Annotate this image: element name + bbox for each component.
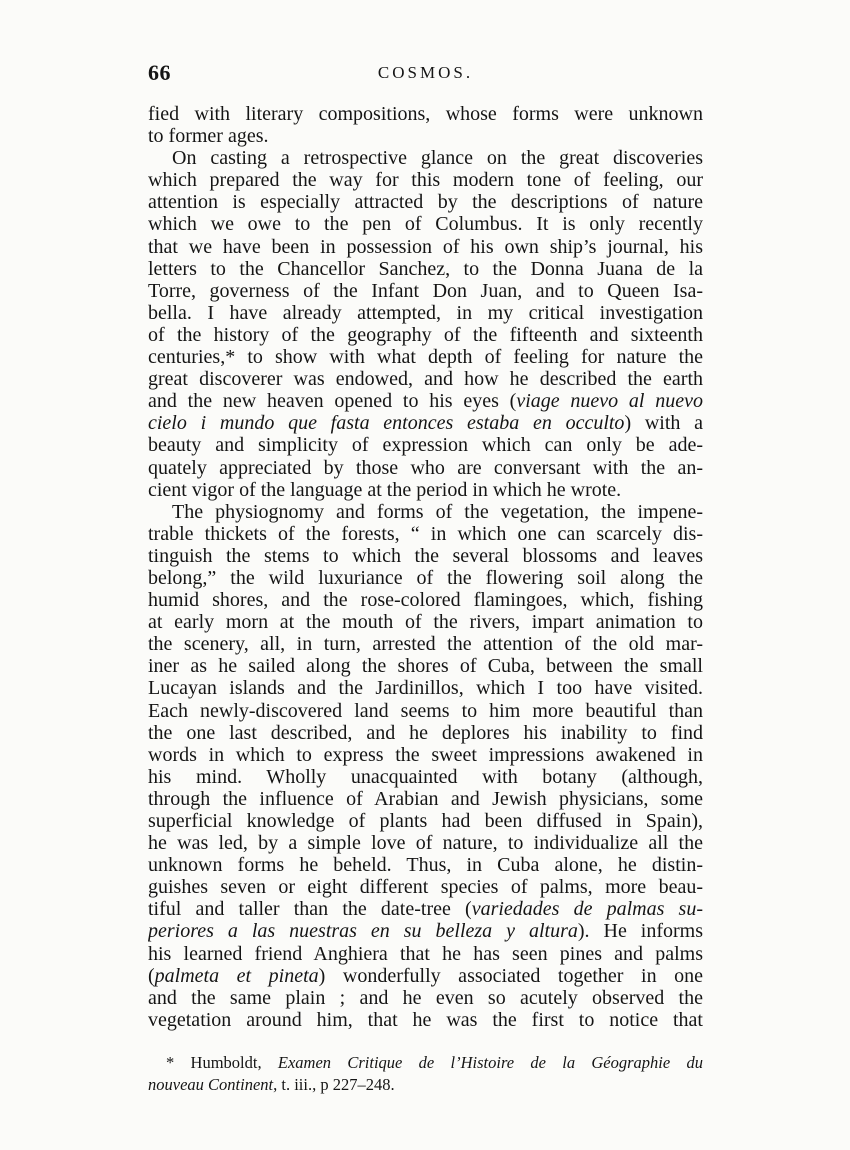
text-segment: * Humboldt, bbox=[166, 1053, 278, 1072]
text-segment: through the influence of Arabian and Jewish physicians, some bbox=[148, 787, 703, 810]
text-segment: ) wonderfully associated together in one bbox=[318, 964, 703, 987]
text-line bbox=[148, 898, 703, 920]
italic-text: periores a las nuestras en su belleza y altura bbox=[148, 920, 578, 943]
italic-text: palmeta et pineta bbox=[154, 964, 319, 987]
text-segment: centuries,* to show with what depth of feeling for nature the bbox=[148, 346, 703, 369]
text-segment: which we owe to the pen of Columbus. It is only recently bbox=[148, 213, 703, 236]
text-line bbox=[148, 611, 703, 633]
text-line bbox=[148, 258, 703, 280]
text-segment: tinguish the stems to which the several blossoms and leaves bbox=[148, 544, 703, 567]
text-segment: On casting a retrospective glance on the great discoveries bbox=[172, 147, 703, 170]
text-line bbox=[148, 567, 703, 589]
footnote bbox=[148, 1052, 703, 1096]
text-segment: Torre, governess of the Infant Don Juan, and to Queen Isa- bbox=[148, 279, 703, 302]
italic-text: cielo i mundo que fasta entonces estaba en occulto bbox=[148, 412, 625, 435]
text-segment: to former ages. bbox=[148, 125, 269, 148]
page-header bbox=[148, 60, 703, 90]
text-segment: superficial knowledge of plants had been diffused in Spain), bbox=[148, 810, 703, 832]
text-segment: guishes seven or eight different species of palms, more beau- bbox=[148, 876, 703, 899]
text-segment: Each newly-discovered land seems to him more beautiful than bbox=[148, 699, 703, 722]
text-segment: ) with a bbox=[624, 412, 703, 435]
text-line bbox=[148, 677, 703, 699]
text-line bbox=[148, 987, 703, 1009]
text-line bbox=[148, 147, 703, 169]
text-line bbox=[148, 854, 703, 876]
text-segment: ). He informs bbox=[577, 920, 703, 943]
text-line bbox=[148, 169, 703, 191]
text-segment: vegetation around him, that he was the first to notice that bbox=[148, 1008, 703, 1031]
text-line bbox=[148, 368, 703, 390]
text-line bbox=[148, 191, 703, 213]
text-segment: beauty and simplicity of expression which can only be ade- bbox=[148, 434, 703, 457]
text-segment: belong,” the wild luxuriance of the flowering soil along the bbox=[148, 566, 703, 589]
text-segment: iner as he sailed along the shores of Cuba, between the small bbox=[148, 655, 703, 678]
text-segment: ( bbox=[148, 964, 155, 987]
text-line bbox=[148, 523, 703, 545]
text-segment: The physiognomy and forms of the vegetation, the impene- bbox=[172, 500, 703, 523]
text-segment: great discoverer was endowed, and how he described the earth bbox=[148, 368, 703, 391]
text-segment: the scenery, all, in turn, arrested the attention of the old mar- bbox=[148, 633, 703, 656]
italic-text: Examen Critique de l’Histoire de la Géographie du bbox=[277, 1053, 703, 1072]
text-line bbox=[148, 700, 703, 722]
text-line bbox=[148, 346, 703, 368]
text-line bbox=[148, 236, 703, 258]
text-line bbox=[148, 965, 703, 987]
text-line bbox=[148, 1009, 703, 1031]
text-segment: of the history of the geography of the fifteenth and sixteenth bbox=[148, 323, 703, 346]
text-line bbox=[148, 412, 703, 434]
italic-text: variedades de palmas su- bbox=[471, 898, 703, 921]
text-line bbox=[148, 744, 703, 766]
text-segment: bella. I have already attempted, in my critical investigation bbox=[148, 301, 703, 324]
text-line bbox=[148, 390, 703, 412]
text-line bbox=[148, 943, 703, 965]
running-head: COSMOS. bbox=[377, 63, 474, 82]
text-segment: tiful and taller than the date-tree ( bbox=[148, 898, 472, 921]
text-line bbox=[148, 457, 703, 479]
text-segment: and the new heaven opened to his eyes ( bbox=[148, 390, 517, 413]
text-segment: humid shores, and the rose-colored flamingoes, which, fishing bbox=[148, 589, 703, 612]
text-segment: Lucayan islands and the Jardinillos, which I too have visited. bbox=[148, 677, 703, 700]
text-line bbox=[148, 766, 703, 788]
text-line bbox=[148, 788, 703, 810]
text-segment: the one last described, and he deplores his inability to find bbox=[148, 721, 703, 744]
text-segment: fied with literary compositions, whose forms were unknown bbox=[148, 103, 703, 125]
page-number: 66 bbox=[148, 60, 171, 85]
text-segment: which prepared the way for this modern tone of feeling, our bbox=[148, 169, 703, 192]
text-line bbox=[148, 920, 703, 942]
italic-text: viage nuevo al nuevo bbox=[516, 390, 703, 413]
text-line bbox=[148, 722, 703, 744]
text-segment: quately appreciated by those who are conversant with the an- bbox=[148, 456, 703, 479]
text-line bbox=[148, 810, 703, 832]
text-line bbox=[148, 655, 703, 677]
text-segment: letters to the Chancellor Sanchez, to the Donna Juana de la bbox=[148, 257, 703, 280]
text-line bbox=[148, 633, 703, 655]
text-line bbox=[148, 302, 703, 324]
text-line bbox=[148, 589, 703, 611]
text-segment: trable thickets of the forests, “ in which one can scarcely dis- bbox=[148, 522, 703, 545]
text-segment: that we have been in possession of his own ship’s journal, his bbox=[148, 235, 703, 258]
text-segment: attention is especially attracted by the descriptions of nature bbox=[148, 191, 703, 214]
text-line bbox=[148, 324, 703, 346]
text-segment: he was led, by a simple love of nature, to individualize all the bbox=[148, 832, 703, 855]
text-line bbox=[148, 832, 703, 854]
italic-text: nouveau Continent bbox=[148, 1075, 274, 1094]
text-segment: words in which to express the sweet impressions awakened in bbox=[148, 743, 703, 766]
text-segment: unknown forms he beheld. Thus, in Cuba alone, he distin- bbox=[148, 854, 703, 877]
text-line bbox=[148, 125, 703, 147]
text-line bbox=[148, 876, 703, 898]
text-segment: cient vigor of the language at the period in which he wrote. bbox=[148, 478, 622, 501]
text-segment: at early morn at the mouth of the rivers, impart animation to bbox=[148, 611, 703, 634]
text-line bbox=[148, 545, 703, 567]
body-text bbox=[148, 103, 703, 1031]
text-line bbox=[148, 434, 703, 456]
text-line bbox=[148, 213, 703, 235]
text-line bbox=[148, 501, 703, 523]
text-segment: his mind. Wholly unacquainted with botany (although, bbox=[148, 765, 703, 788]
text-segment: and the same plain ; and he even so acutely observed the bbox=[148, 986, 703, 1009]
text-line bbox=[148, 103, 703, 125]
text-segment: his learned friend Anghiera that he has seen pines and palms bbox=[148, 942, 703, 965]
text-segment: , t. iii., p 227–248. bbox=[273, 1075, 395, 1094]
text-line bbox=[148, 479, 703, 501]
text-line bbox=[148, 280, 703, 302]
footnote-line bbox=[148, 1074, 703, 1096]
footnote-line bbox=[148, 1052, 703, 1074]
